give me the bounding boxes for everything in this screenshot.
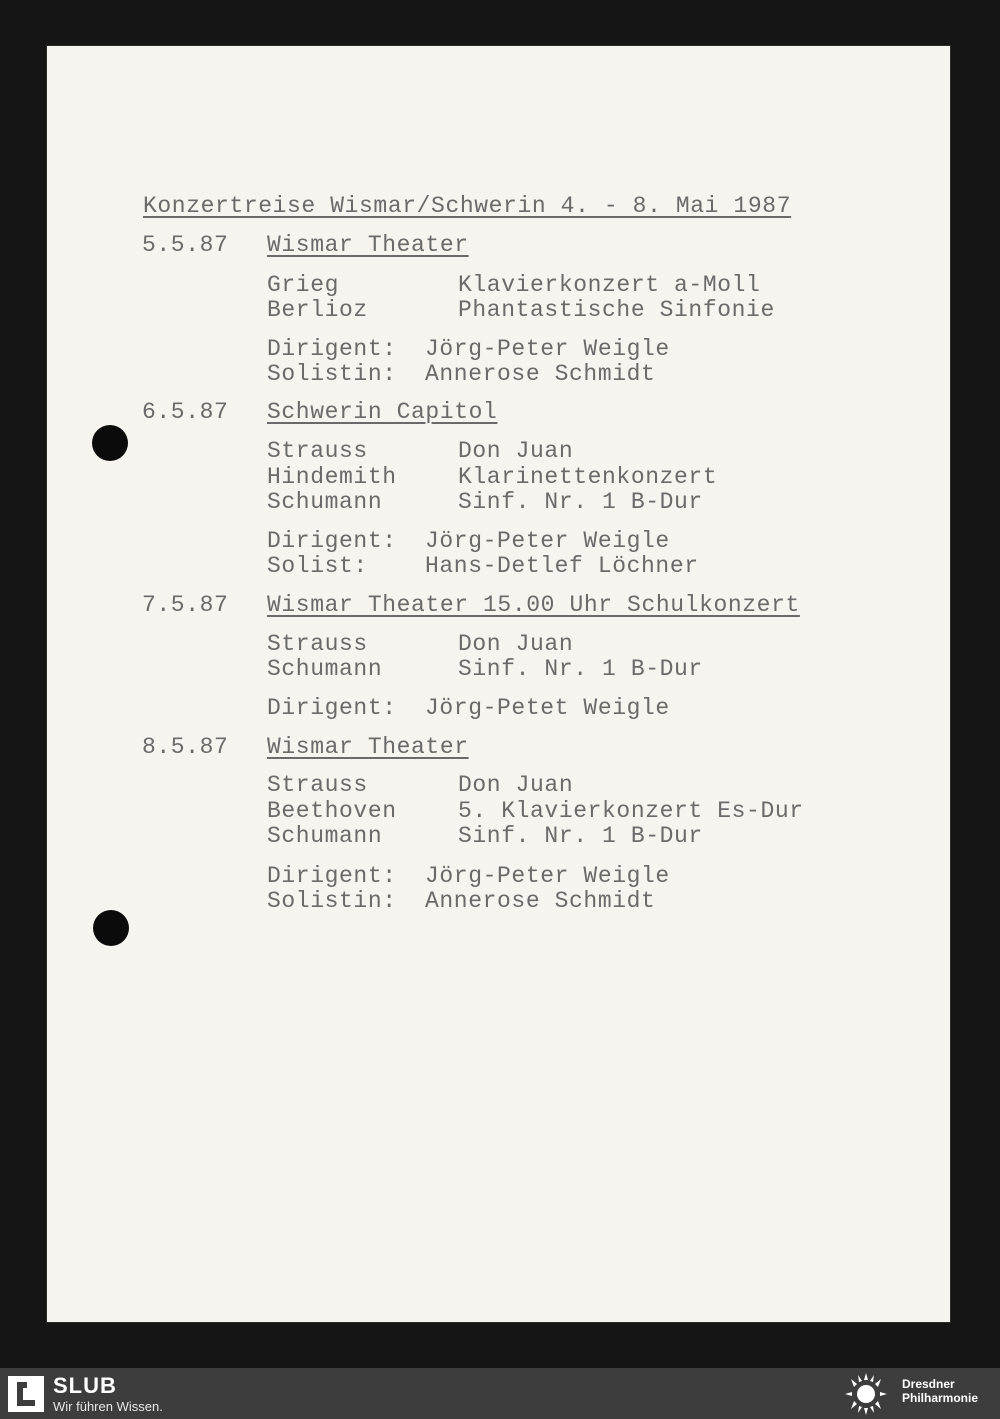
credit-name: Jörg-Peter Weigle bbox=[425, 863, 670, 889]
program-composer: Berlioz bbox=[267, 297, 368, 323]
program-work: Sinf. Nr. 1 B-Dur bbox=[458, 489, 703, 515]
program-work: Don Juan bbox=[458, 772, 574, 798]
program-work: Sinf. Nr. 1 B-Dur bbox=[458, 823, 703, 849]
footer-bar bbox=[0, 1368, 1000, 1419]
credit-role: Dirigent: bbox=[267, 336, 397, 362]
concert-date: 8.5.87 bbox=[142, 734, 229, 760]
credit-role: Solist: bbox=[267, 553, 368, 579]
concert-date: 5.5.87 bbox=[142, 232, 229, 258]
slub-logo-icon bbox=[8, 1376, 44, 1412]
program-composer: Strauss bbox=[267, 631, 368, 657]
program-composer: Strauss bbox=[267, 438, 368, 464]
partner-name-line1: Dresdner bbox=[902, 1377, 955, 1391]
credit-role: Solistin: bbox=[267, 888, 397, 914]
concert-venue: Wismar Theater bbox=[267, 734, 469, 760]
credit-role: Dirigent: bbox=[267, 863, 397, 889]
partner-name-line2: Philharmonie bbox=[902, 1391, 979, 1405]
credit-role: Dirigent: bbox=[267, 695, 397, 721]
credit-name: Jörg-Petet Weigle bbox=[425, 695, 670, 721]
credit-name: Jörg-Peter Weigle bbox=[425, 336, 670, 362]
program-work: Don Juan bbox=[458, 438, 574, 464]
program-work: 5. Klavierkonzert Es-Dur bbox=[458, 798, 804, 824]
program-composer: Beethoven bbox=[267, 798, 397, 824]
program-composer: Grieg bbox=[267, 272, 340, 298]
credit-role: Solistin: bbox=[267, 361, 397, 387]
program-work: Klavierkonzert a-Moll bbox=[458, 272, 761, 298]
library-tagline: Wir führen Wissen. bbox=[53, 1399, 163, 1414]
credit-name: Hans-Detlef Löchner bbox=[425, 553, 699, 579]
concert-date: 6.5.87 bbox=[142, 399, 229, 425]
program-composer: Hindemith bbox=[267, 464, 397, 490]
program-composer: Schumann bbox=[267, 656, 383, 682]
concert-venue: Wismar Theater 15.00 Uhr Schulkonzert bbox=[267, 592, 800, 618]
concert-date: 7.5.87 bbox=[142, 592, 229, 618]
program-work: Klarinettenkonzert bbox=[458, 464, 718, 490]
credit-name: Annerose Schmidt bbox=[425, 888, 656, 914]
program-work: Sinf. Nr. 1 B-Dur bbox=[458, 656, 703, 682]
partner-name bbox=[902, 1377, 978, 1405]
program-work: Phantastische Sinfonie bbox=[458, 297, 775, 323]
document-title: Konzertreise Wismar/Schwerin 4. - 8. Mai 1987 bbox=[143, 193, 792, 219]
credit-role: Dirigent: bbox=[267, 528, 397, 554]
program-work: Don Juan bbox=[458, 631, 574, 657]
credit-name: Jörg-Peter Weigle bbox=[425, 528, 670, 554]
typed-programme bbox=[47, 46, 950, 1322]
library-name: SLUB bbox=[53, 1373, 117, 1398]
program-composer: Schumann bbox=[267, 823, 383, 849]
concert-venue: Schwerin Capitol bbox=[267, 399, 498, 425]
concert-venue: Wismar Theater bbox=[267, 232, 469, 258]
program-composer: Strauss bbox=[267, 772, 368, 798]
philharmonie-logo-icon bbox=[840, 1372, 892, 1416]
credit-name: Annerose Schmidt bbox=[425, 361, 656, 387]
document-page bbox=[47, 46, 950, 1322]
program-composer: Schumann bbox=[267, 489, 383, 515]
